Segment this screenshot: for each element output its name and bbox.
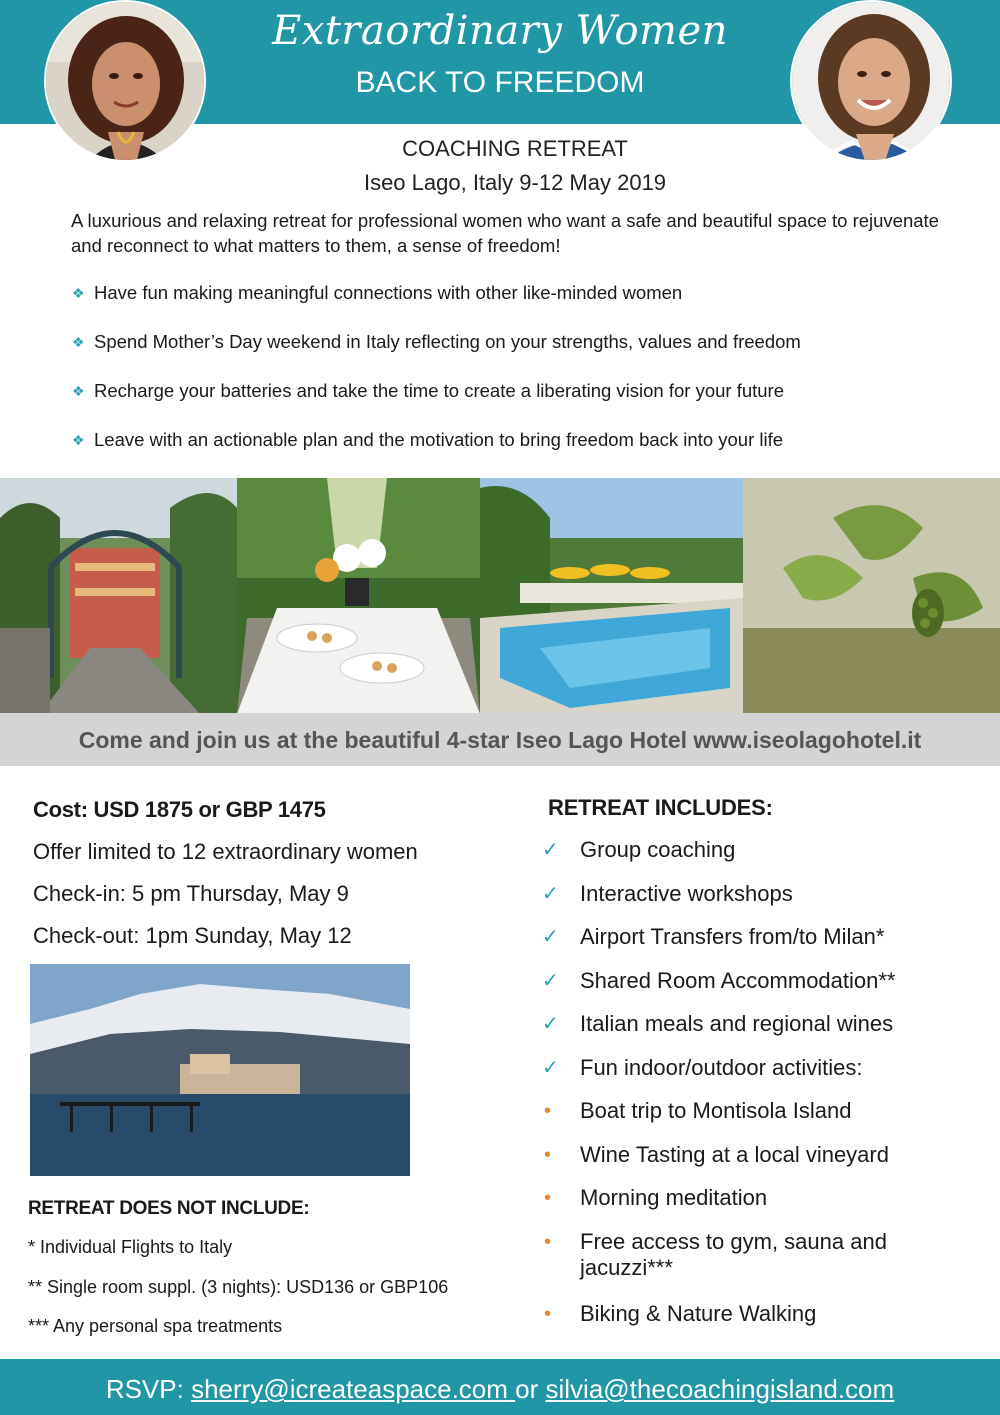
checkmark-icon: ✓ — [542, 1013, 559, 1035]
benefit-list — [72, 282, 952, 478]
sub-title: BACK TO FREEDOM — [355, 66, 645, 99]
orange-dot-icon: • — [544, 1187, 552, 1209]
activity-item — [542, 1142, 982, 1186]
lake-photo — [30, 964, 410, 1176]
pool-photo — [480, 478, 743, 714]
includes-item — [542, 881, 982, 925]
benefit-item — [72, 331, 952, 380]
benefit-text: Spend Mother’s Day weekend in Italy reflecting on your strengths, values and freedom — [94, 331, 801, 352]
activity-item-text: Morning meditation — [580, 1185, 768, 1210]
table-snacks-photo — [237, 478, 480, 714]
hotel-gate-photo — [0, 478, 237, 714]
not-include-list — [28, 1237, 508, 1356]
orange-dot-icon: • — [544, 1143, 552, 1166]
retreat-details — [33, 797, 493, 965]
includes-item-text: Interactive workshops — [580, 880, 793, 906]
email-link-sherry[interactable]: sherry@icreateaspace.com — [191, 1374, 516, 1404]
benefit-text: Recharge your batteries and take the time to create a liberating vision for your future — [94, 380, 785, 401]
not-include-item: * Individual Flights to Italy — [28, 1237, 233, 1257]
benefit-item — [72, 429, 952, 478]
includes-list — [542, 837, 982, 1344]
activity-item — [542, 1229, 982, 1301]
retreat-intro: A luxurious and relaxing retreat for professional women who want a safe and beautiful space to rejuvenate and reconnect to what matters to them, a sense of freedom! — [71, 210, 939, 256]
includes-item — [542, 1011, 982, 1055]
checkmark-icon: ✓ — [542, 839, 559, 861]
includes-item-text: Fun indoor/outdoor activities: — [580, 1054, 863, 1080]
includes-item-text: Group coaching — [580, 837, 736, 862]
diamond-bullet-icon: ❖ — [72, 432, 85, 448]
benefit-item — [72, 282, 952, 331]
hotel-banner-text: Come and join us at the beautiful 4-star Iseo Lago Hotel www.iseolagohotel.it — [78, 727, 922, 753]
includes-item — [542, 837, 982, 881]
activity-item — [542, 1185, 982, 1229]
retreat-title: COACHING RETREAT — [402, 136, 628, 161]
includes-item-text: Italian meals and regional wines — [580, 1011, 894, 1036]
includes-item — [542, 968, 982, 1012]
photo-strip — [0, 478, 1000, 714]
diamond-bullet-icon: ❖ — [72, 383, 85, 399]
checkmark-icon: ✓ — [542, 1056, 559, 1079]
checkin-line: Check-in: 5 pm Thursday, May 9 — [33, 881, 349, 906]
includes-item — [542, 924, 982, 968]
benefit-text: Leave with an actionable plan and the motivation to bring freedom back into your life — [94, 429, 784, 450]
diamond-bullet-icon: ❖ — [72, 285, 85, 301]
orange-dot-icon: • — [544, 1302, 552, 1325]
activity-item — [542, 1301, 982, 1345]
orange-dot-icon: • — [544, 1230, 552, 1253]
retreat-location-dates: Iseo Lago, Italy 9-12 May 2019 — [363, 170, 667, 195]
cost-line: Cost: USD 1875 or GBP 1475 — [33, 797, 326, 822]
not-include-title: RETREAT DOES NOT INCLUDE: — [28, 1198, 310, 1219]
email-link-silvia[interactable]: silvia@thecoachingisland.com — [545, 1374, 895, 1404]
checkmark-icon: ✓ — [542, 969, 559, 992]
benefit-text: Have fun making meaningful connections with other like-minded women — [94, 282, 683, 303]
rsvp-label: RSVP: — [105, 1374, 184, 1404]
activity-item — [542, 1098, 982, 1142]
activity-item-text: Wine Tasting at a local vineyard — [580, 1141, 889, 1167]
script-title: Extraordinary Women — [272, 8, 728, 54]
rsvp-line — [0, 1374, 1000, 1405]
includes-item — [542, 1055, 982, 1099]
orange-dot-icon: • — [544, 1100, 552, 1122]
benefit-item — [72, 380, 952, 429]
checkmark-icon: ✓ — [542, 882, 559, 905]
activity-item-text: Biking & Nature Walking — [580, 1300, 817, 1326]
not-include-item: *** Any personal spa treatments — [28, 1316, 283, 1336]
includes-item-text: Shared Room Accommodation** — [580, 967, 896, 993]
or-text: or — [515, 1374, 546, 1404]
diamond-bullet-icon: ❖ — [72, 334, 85, 350]
includes-title: RETREAT INCLUDES: — [548, 795, 773, 820]
offer-line: Offer limited to 12 extraordinary women — [33, 839, 418, 864]
checkmark-icon: ✓ — [542, 926, 559, 948]
activity-item-text: Boat trip to Montisola Island — [580, 1098, 852, 1123]
checkout-line: Check-out: 1pm Sunday, May 12 — [33, 923, 352, 948]
activity-item-text: Free access to gym, sauna and jacuzzi*** — [580, 1228, 887, 1280]
not-include-item: ** Single room suppl. (3 nights): USD136 or GBP106 — [28, 1276, 449, 1297]
includes-item-text: Airport Transfers from/to Milan* — [580, 924, 885, 949]
vineyard-photo — [743, 478, 1000, 714]
